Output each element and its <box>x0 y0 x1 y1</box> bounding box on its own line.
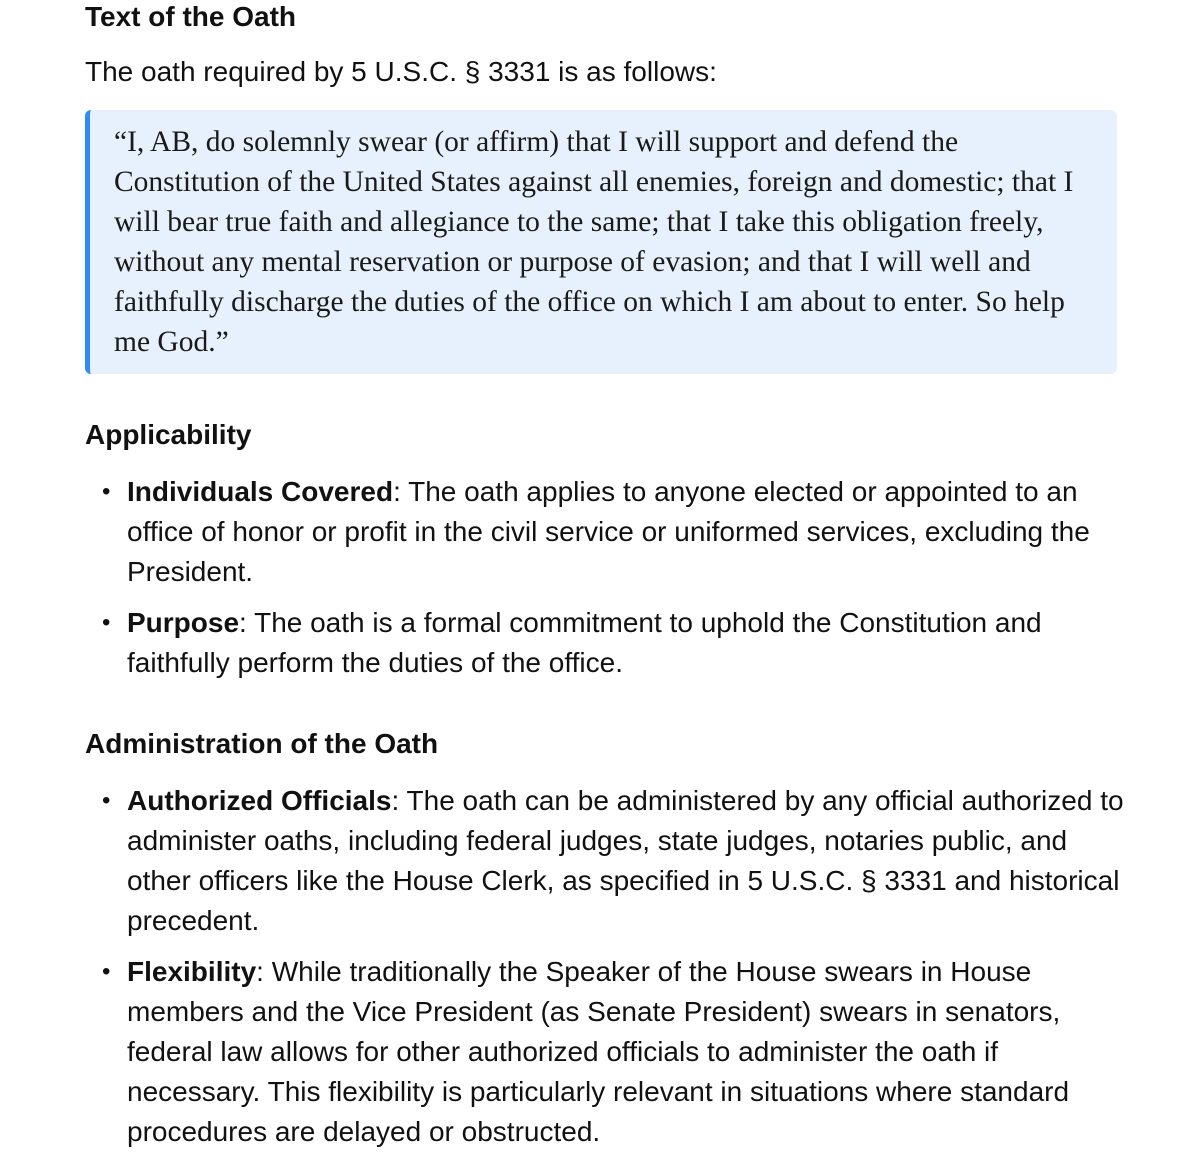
applicability-list <box>85 472 1125 683</box>
oath-intro-text: The oath required by 5 U.S.C. § 3331 is as follows: <box>85 56 717 87</box>
list-item-term: Authorized Officials <box>127 785 392 816</box>
list-item-individuals-covered <box>85 472 1125 592</box>
bullet-icon: • <box>102 478 111 505</box>
bullet-icon: • <box>102 958 111 985</box>
administration-list <box>85 781 1125 1152</box>
list-item-purpose <box>85 603 1125 683</box>
bullet-icon: • <box>102 609 111 636</box>
document-content <box>85 0 1125 1158</box>
list-item-authorized-officials <box>85 781 1125 941</box>
oath-blockquote: “I, AB, do solemnly swear (or affirm) that I will support and defend the Constitution of the United States against all enemies, foreign and domestic; that I will bear true faith and allegiance to the same; that I take this obligation freely, without any mental reservation or purpose of evasion; and that I will well and faithfully discharge the duties of the office on which I am about to enter. So help me God.” <box>85 110 1117 374</box>
section-heading-applicability: Applicability <box>85 419 252 450</box>
list-item-text: : While traditionally the Speaker of the House swears in House members and the Vice President (as Senate President) swears in senators, federal law allows for other authorized officials to administer the oath if necessary. This flexibility is particularly relevant in situations where standard procedures are delayed or obstructed. <box>127 956 1070 1147</box>
list-item-flexibility <box>85 952 1125 1152</box>
list-item-term: Purpose <box>127 607 240 638</box>
list-item-term: Flexibility <box>127 956 257 987</box>
list-item-text: : The oath is a formal commitment to uphold the Constitution and faithfully perform the duties of the office. <box>127 607 1042 678</box>
section-heading-text-of-oath: Text of the Oath <box>85 1 297 32</box>
section-heading-administration: Administration of the Oath <box>85 728 439 759</box>
list-item-text: : The oath applies to anyone elected or appointed to an office of honor or profit in the civil service or uniformed services, excluding the President. <box>127 476 1090 587</box>
list-item-term: Individuals Covered <box>127 476 394 507</box>
list-item-text: : The oath can be administered by any official authorized to administer oaths, including federal judges, state judges, notaries public, and other officers like the House Clerk, as specified in 5 U.S.C. § 3331 and historical precedent. <box>127 785 1124 936</box>
bullet-icon: • <box>102 787 111 814</box>
